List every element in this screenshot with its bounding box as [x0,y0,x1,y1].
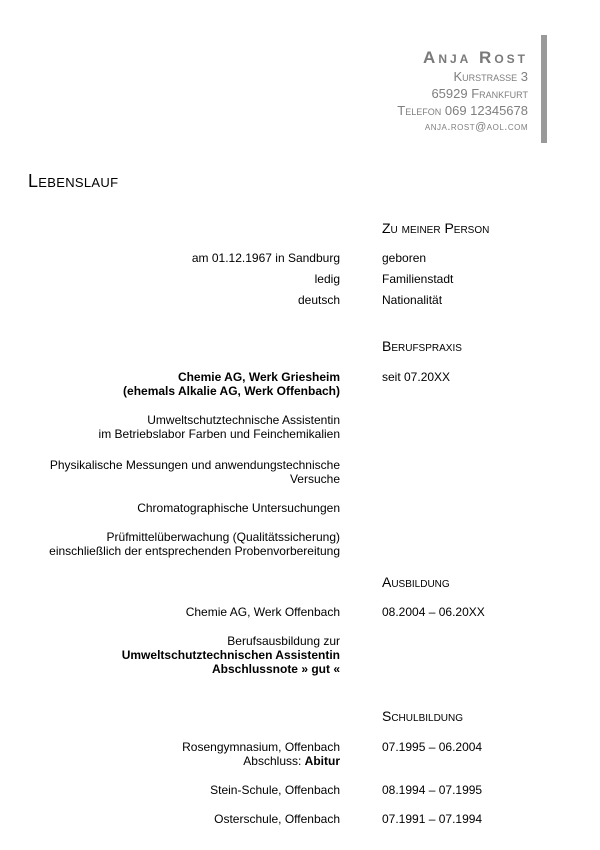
street-address: Kurstrasse 3 [453,69,528,84]
school-2-name: Stein-Schule, Offenbach [210,783,340,797]
work-date: seit 07.20XX [382,370,451,384]
person-status-label: Familienstadt [382,272,454,286]
section-heading-training: Ausbildung [382,574,450,590]
school-1-name: Rosengymnasium, Offenbach [182,740,340,754]
school-1-sub-label: Abschluss: [243,754,302,768]
work-task-3-line1: Prüfmittelüberwachung (Qualitätssicherung) [106,530,340,544]
work-task-3-line2: einschließlich der entsprechenden Probenvorbereitung [49,544,340,558]
work-task-1-line2: Versuche [289,472,340,486]
training-line2: Umweltschutztechnischen Assistentin [121,648,340,662]
training-details [122,634,340,676]
person-status-value: ledig [314,272,340,286]
section-heading-person: Zu meiner Person [382,220,490,236]
school-3-name: Osterschule, Offenbach [214,812,340,826]
person-nationality-value: deutsch [297,293,340,307]
city-address: 65929 Frankfurt [431,86,528,101]
work-employer [123,370,340,398]
school-1-sub-value: Abitur [304,754,340,768]
training-line1: Berufsausbildung zur [227,634,340,648]
work-task-2: Chromatographische Untersuchungen [137,501,340,515]
work-employer-former: (ehemals Alkalie AG, Werk Offenbach) [123,384,340,398]
school-1-date: 07.1995 – 06.2004 [382,740,483,754]
section-heading-work: Berufspraxis [382,338,462,354]
work-task-1 [50,458,340,486]
page-title: Lebenslauf [28,171,119,191]
school-1 [182,740,340,768]
training-line3: Abschlussnote » gut « [211,662,340,676]
work-role [99,413,340,441]
work-role-line2: im Betriebslabor Farben und Feinchemikalien [98,427,340,441]
applicant-name: Anja Rost [423,48,528,67]
header-accent-bar [541,35,547,143]
training-place: Chemie AG, Werk Offenbach [185,605,340,619]
school-2-date: 08.1994 – 07.1995 [382,783,483,797]
work-task-3 [49,530,340,558]
contact-header [397,47,528,136]
section-heading-school: Schulbildung [382,708,464,724]
work-employer-name: Chemie AG, Werk Griesheim [177,370,340,384]
email-address: anja.rost@aol.com [424,121,528,133]
training-date: 08.2004 – 06.20XX [382,605,485,619]
person-birth-value: am 01.12.1967 in Sandburg [191,251,340,265]
work-role-line1: Umweltschutztechnische Assistentin [147,413,340,427]
work-task-1-line1: Physikalische Messungen und anwendungstechnische [49,458,340,472]
phone-number: Telefon 069 12345678 [397,103,528,118]
person-birth-label: geboren [382,251,427,265]
school-3-date: 07.1991 – 07.1994 [382,812,483,826]
person-nationality-label: Nationalität [382,293,443,307]
